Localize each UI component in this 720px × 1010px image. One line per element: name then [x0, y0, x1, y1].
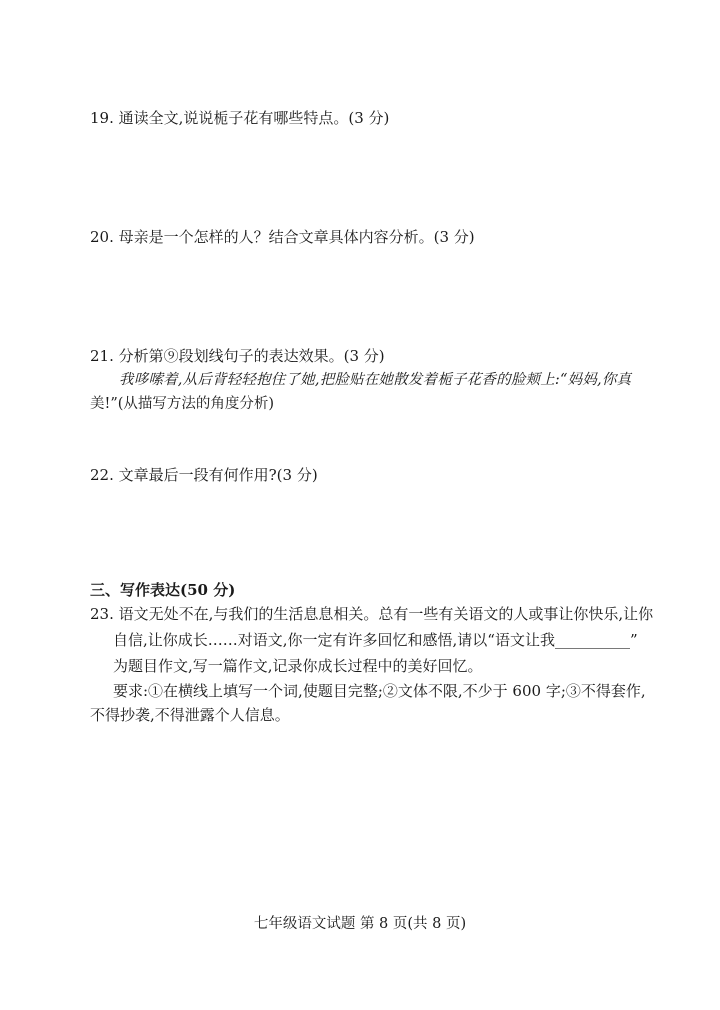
- question-23-line-1: 23. 语文无处不在,与我们的生活息息相关。总有一些有关语文的人或事让你快乐,让你: [90, 605, 654, 623]
- question-23-requirement-line-2: 不得抄袭,不得泄露个人信息。: [90, 706, 290, 724]
- section-3-title: 三、写作表达(50 分): [90, 581, 236, 599]
- question-21-quote-line-2: 美!”(从描写方法的角度分析): [90, 396, 275, 412]
- question-19: 19. 通读全文,说说栀子花有哪些特点。(3 分): [90, 109, 390, 127]
- question-20: 20. 母亲是一个怎样的人？结合文章具体内容分析。(3 分): [90, 228, 475, 246]
- question-23-requirement-line-1: 要求:①在横线上填写一个词,使题目完整;②文体不限,不少于 600 字;③不得套作,: [113, 682, 646, 700]
- question-23-line-3: 为题目作文,写一篇作文,记录你成长过程中的美好回忆。: [113, 657, 483, 675]
- page-footer: 七年级语文试题 第 8 页(共 8 页): [253, 916, 467, 932]
- question-22: 22. 文章最后一段有何作用?(3 分): [90, 466, 318, 484]
- question-23-line-2: 自信,让你成长……对语文,你一定有许多回忆和感悟,请以“语文让我__________”: [113, 631, 638, 649]
- question-21-prompt: 21. 分析第⑨段划线句子的表达效果。(3 分): [90, 347, 385, 365]
- question-21-quote-line-1: 我哆嗦着,从后背轻轻抱住了她,把脸贴在她散发着栀子花香的脸颊上:“妈妈,你真: [119, 372, 632, 388]
